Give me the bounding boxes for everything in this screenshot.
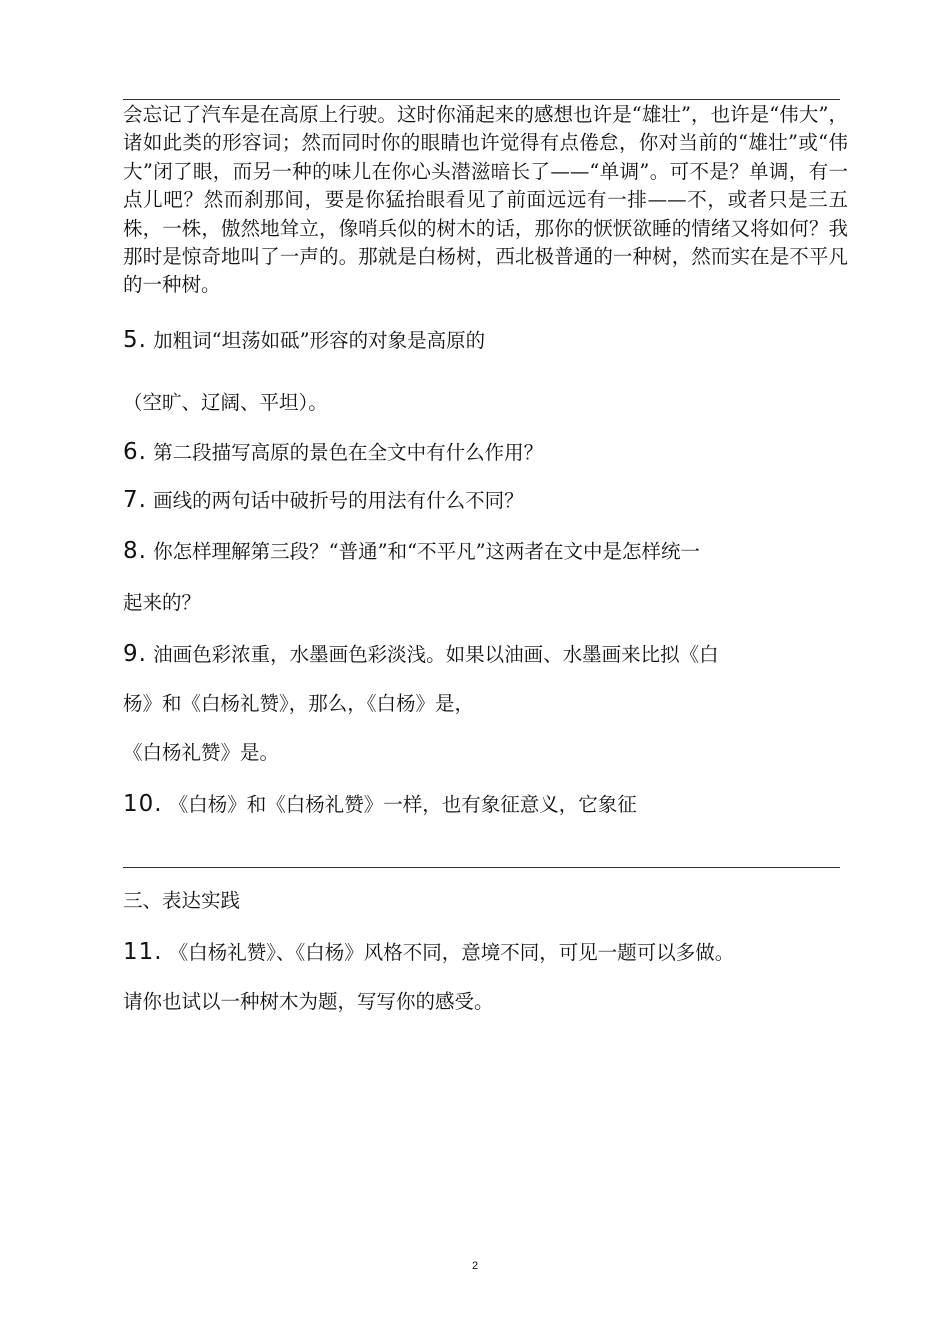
question-9-text: 油画色彩浓重，水墨画色彩淡浅。如果以油画、水墨画来比拟《白: [153, 643, 719, 666]
answer-blank-line: [123, 867, 840, 868]
question-5: [123, 326, 848, 355]
question-6: [123, 438, 848, 467]
question-8-continuation: 起来的？: [123, 591, 202, 614]
question-11-number: 11.: [123, 939, 163, 965]
question-7-number: 7.: [123, 487, 147, 513]
question-8-number: 8.: [123, 538, 147, 564]
question-9: [123, 640, 848, 669]
question-10-number: 10.: [123, 791, 163, 817]
question-11-continuation: 请你也试以一种树木为题，写写你的感受。: [123, 990, 494, 1013]
question-7-text: 画线的两句话中破折号的用法有什么不同？: [153, 489, 524, 512]
page-number: 2: [471, 1260, 479, 1272]
question-11: [123, 938, 848, 967]
question-6-text: 第二段描写高原的景色在全文中有什么作用？: [153, 441, 544, 464]
question-5-text: 加粗词“坦荡如砥”形容的对象是高原的: [153, 329, 486, 352]
question-7: [123, 486, 848, 515]
question-5-number: 5.: [123, 327, 147, 353]
question-10-text: 《白杨》和《白杨礼赞》一样，也有象征意义，它象征: [168, 793, 637, 816]
section-heading: 三、表达实践: [123, 889, 241, 912]
question-6-number: 6.: [123, 439, 147, 465]
question-9-line-2: 杨》和《白杨礼赞》，那么，《白杨》是，: [123, 692, 475, 715]
question-10: [123, 790, 848, 819]
question-8: [123, 537, 848, 566]
question-11-text: 《白杨礼赞》、《白杨》风格不同，意境不同，可见一题可以多做。: [168, 941, 735, 964]
passage-paragraph: 会忘记了汽车是在高原上行驶。这时你涌起来的感想也许是“雄壮”，也许是“伟大”，诸如此类的形容词；然而同时你的眼睛也许觉得有点倦怠，你对当前的“雄壮”或“伟大”闭了眼，而另一种的味儿在你心头潜滋暗长了——“单调”。可不是？单调，有一点儿吧？然而刹那间，要是你猛抬眼看见了前面远远有一排——不，或者只是三五株，一株，傲然地耸立，像哨兵似的树木的话，那你的恹恹欲睡的情绪又将如何？我那时是惊奇地叫了一声的。那就是白杨树，西北极普通的一种树，然而实在是不平凡的一种树。: [123, 103, 848, 297]
question-9-line-3: 《白杨礼赞》是。: [123, 741, 280, 764]
question-5-answer-options: （空旷、辽阔、平坦）。: [123, 391, 328, 414]
top-rule: [123, 99, 840, 100]
question-9-number: 9.: [123, 641, 147, 667]
question-8-text: 你怎样理解第三段？“普通”和“不平凡”这两者在文中是怎样统一: [153, 540, 701, 563]
